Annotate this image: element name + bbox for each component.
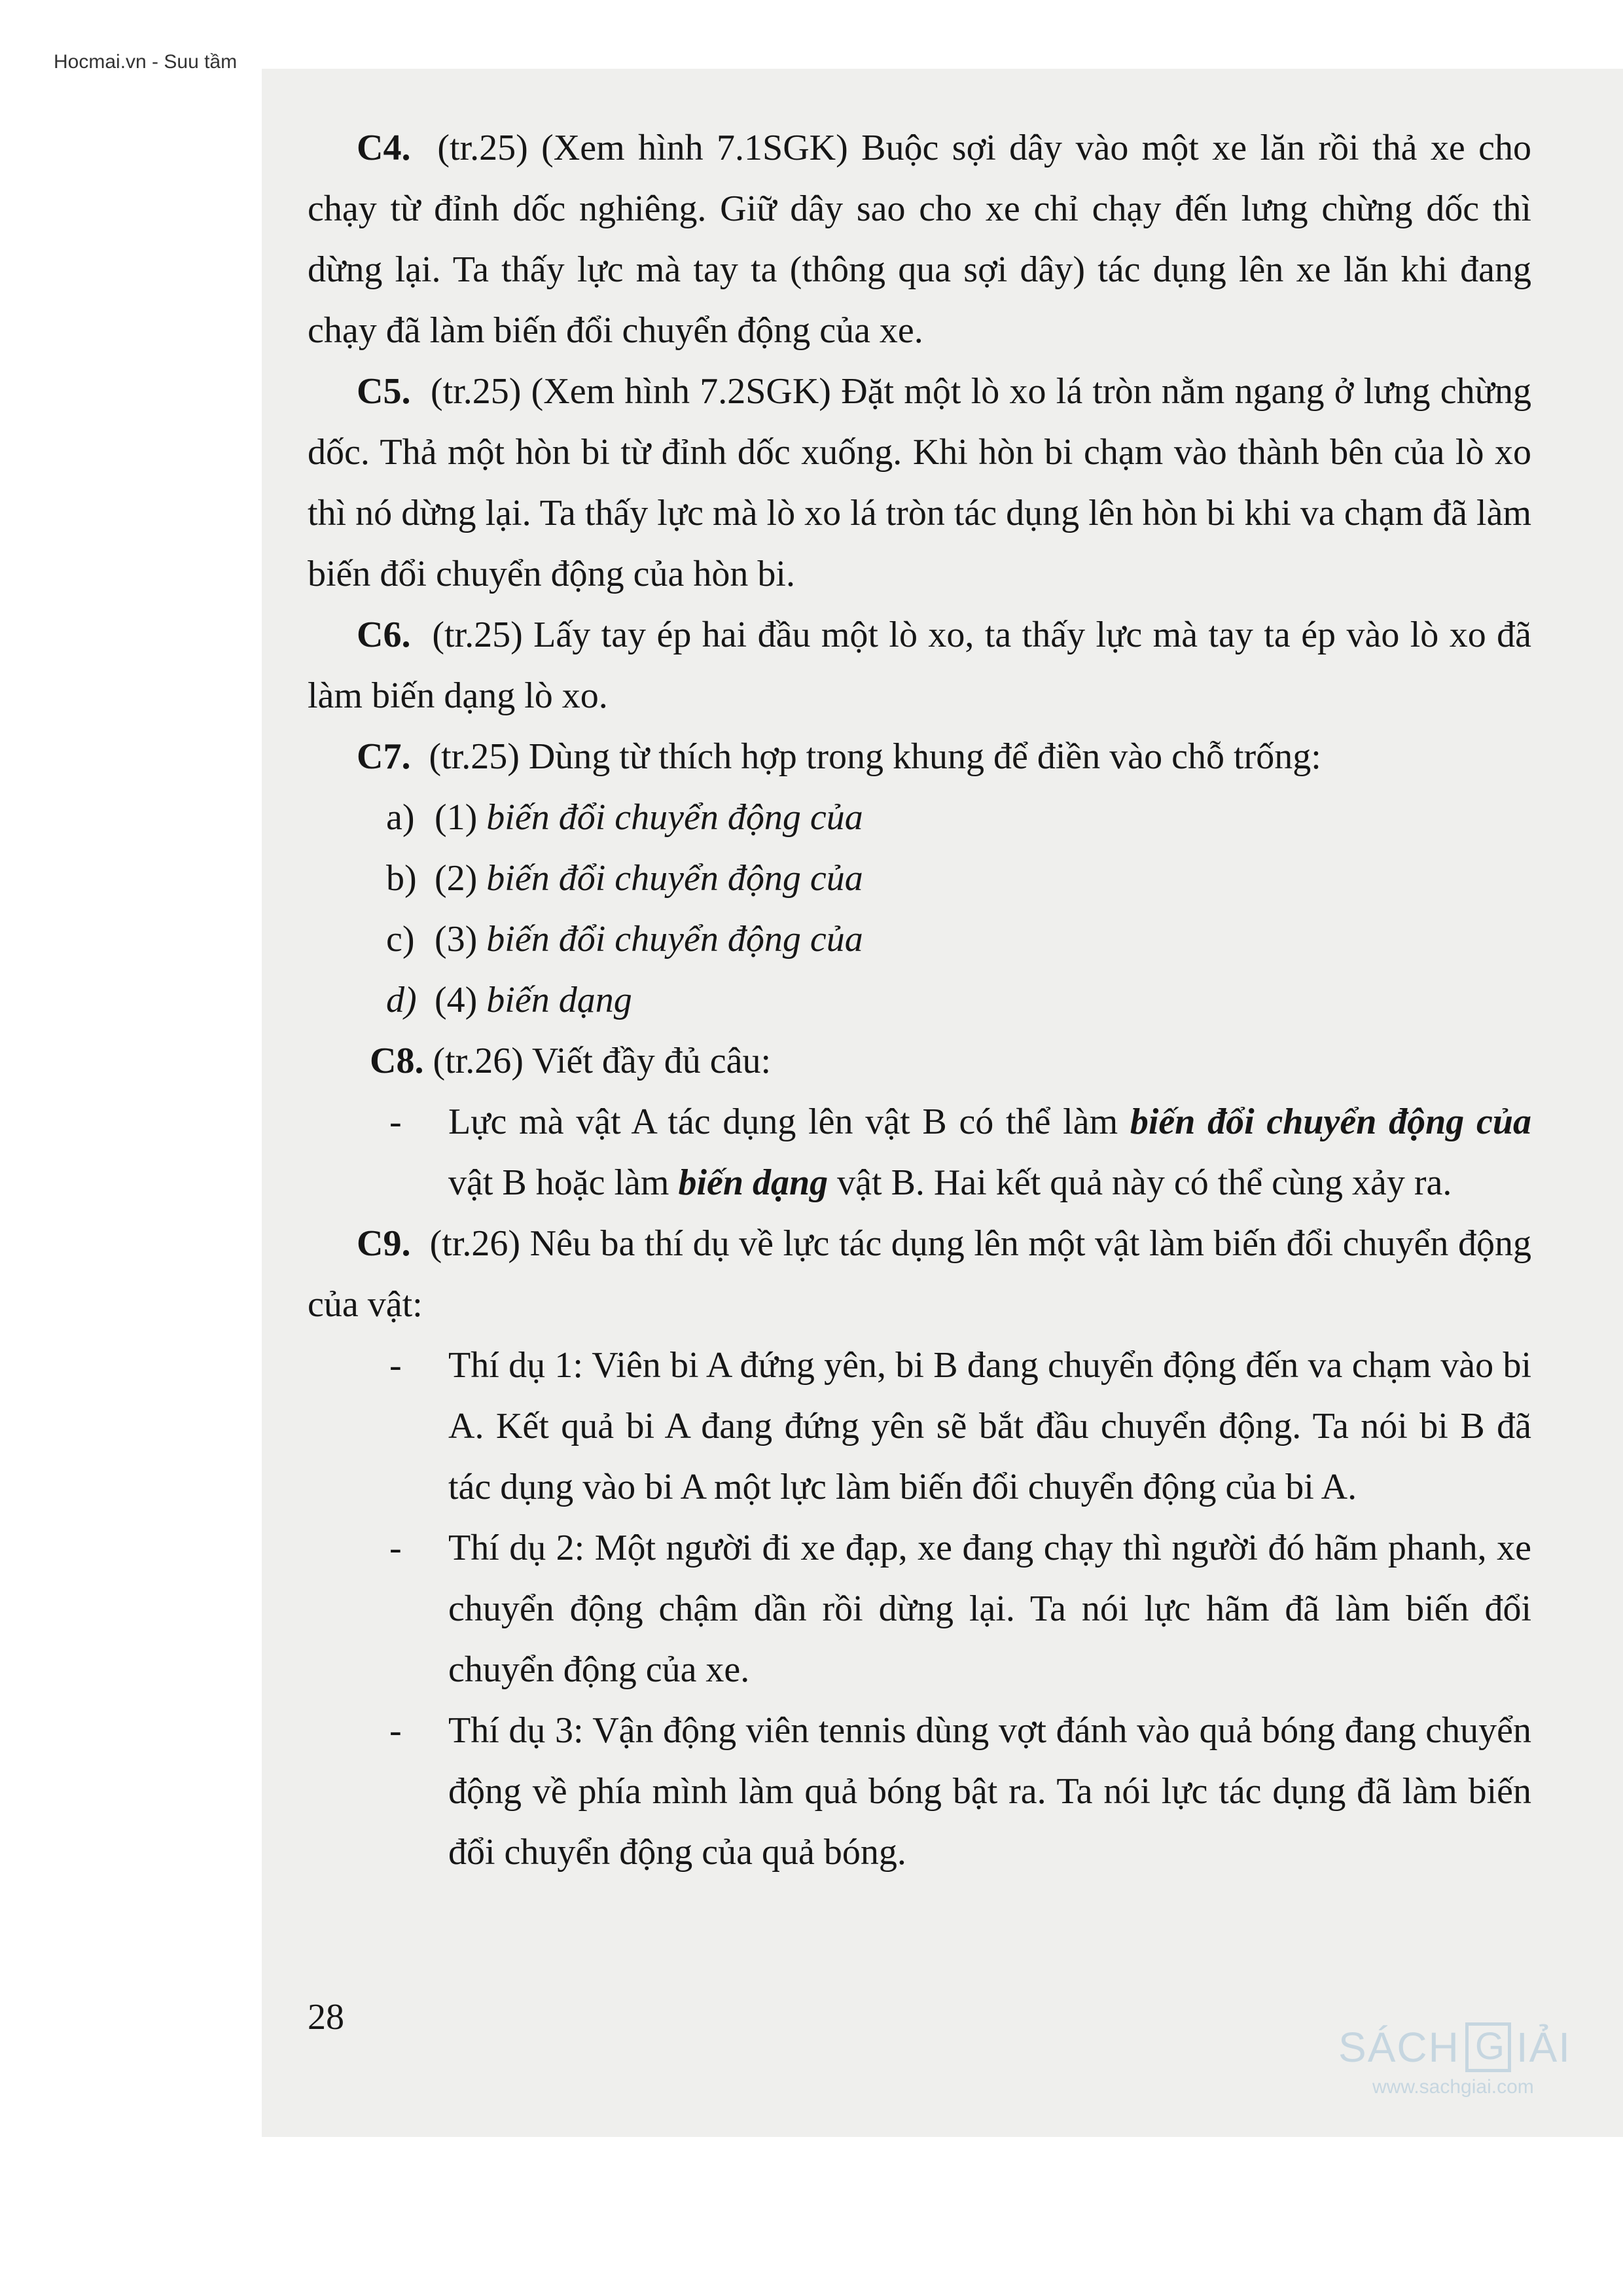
item-c6-label: C6. bbox=[357, 615, 411, 655]
c7-option-a bbox=[308, 787, 1531, 848]
item-c7 bbox=[308, 726, 1531, 787]
option-letter: b) bbox=[386, 858, 417, 899]
item-c8 bbox=[308, 1031, 1531, 1092]
c8-part2: vật B hoặc làm bbox=[448, 1162, 679, 1203]
item-c7-label: C7. bbox=[357, 736, 411, 777]
item-c5 bbox=[308, 361, 1531, 605]
item-c5-text: (tr.25) (Xem hình 7.2SGK) Đặt một lò xo lá tròn nằm ngang ở lưng chừng dốc. Thả một hòn bi từ đỉnh dốc xuống. Khi hòn bi chạm vào thành bên của lò xo thì nó dừng lại. Ta thấy lực mà lò xo lá tròn tác dụng lên hòn bi khi va chạm đã làm biến đổi chuyển động của hòn bi. bbox=[308, 371, 1531, 594]
c8-bullet bbox=[308, 1092, 1531, 1213]
item-c9-text: (tr.26) Nêu ba thí dụ về lực tác dụng lên một vật làm biến đổi chuyển động của vật: bbox=[308, 1223, 1531, 1325]
watermark-g-icon bbox=[1465, 2022, 1511, 2072]
page-number: 28 bbox=[308, 1997, 344, 2037]
source-label: Hocmai.vn - Suu tầm bbox=[54, 51, 238, 73]
c7-options-list bbox=[308, 787, 1531, 1031]
item-c6 bbox=[308, 605, 1531, 726]
c9-example-3 bbox=[308, 1700, 1531, 1883]
item-c8-label: C8. bbox=[370, 1041, 424, 1081]
example-text: Thí dụ 3: Vận động viên tennis dùng vợt đánh vào quả bóng đang chuyển động về phía mình làm quả bóng bật ra. Ta nói lực tác dụng đã làm biến đổi chuyển động của quả bóng. bbox=[448, 1710, 1531, 1873]
c8-emphasis-1: biến đổi chuyển động của bbox=[1130, 1102, 1531, 1142]
c7-option-c bbox=[308, 909, 1531, 970]
option-letter: a) bbox=[386, 797, 415, 838]
bullet-dash: - bbox=[389, 1528, 402, 1568]
page-body bbox=[308, 118, 1531, 1883]
bullet-dash: - bbox=[389, 1102, 402, 1142]
option-answer: biến đổi chuyển động của bbox=[486, 797, 863, 838]
item-c6-text: (tr.25) Lấy tay ép hai đầu một lò xo, ta thấy lực mà tay ta ép vào lò xo đã làm biến dạng lò xo. bbox=[308, 615, 1532, 716]
c7-option-b bbox=[308, 848, 1531, 909]
item-c7-text: (tr.25) Dùng từ thích hợp trong khung để điền vào chỗ trống: bbox=[429, 736, 1321, 777]
bullet-dash: - bbox=[389, 1710, 402, 1751]
option-answer: biến đổi chuyển động của bbox=[486, 858, 863, 899]
sachgiai-watermark bbox=[1338, 2022, 1607, 2121]
watermark-right: IẢI bbox=[1516, 2024, 1572, 2071]
option-answer: biến dạng bbox=[486, 980, 632, 1020]
example-text: Thí dụ 1: Viên bi A đứng yên, bi B đang chuyển động đến va chạm vào bi A. Kết quả bi A đang đứng yên sẽ bắt đầu chuyển động. Ta nói bi B đã tác dụng vào bi A một lực làm biến đổi chuyển động của bi A. bbox=[448, 1345, 1531, 1507]
watermark-url: www.sachgiai.com bbox=[1372, 2076, 1534, 2098]
c8-emphasis-2: biến dạng bbox=[678, 1162, 829, 1203]
option-number: (2) bbox=[435, 858, 478, 899]
option-letter: d) bbox=[386, 980, 417, 1020]
watermark-logo bbox=[1338, 2022, 1607, 2072]
bullet-dash: - bbox=[389, 1345, 402, 1386]
watermark-left: SÁCH bbox=[1338, 2024, 1460, 2071]
option-number: (1) bbox=[435, 797, 478, 838]
c9-example-1 bbox=[308, 1335, 1531, 1518]
c7-option-d bbox=[308, 970, 1531, 1031]
c8-part1: Lực mà vật A tác dụng lên vật B có thể làm bbox=[448, 1102, 1130, 1142]
option-letter: c) bbox=[386, 919, 415, 960]
item-c5-label: C5. bbox=[357, 371, 411, 412]
item-c8-text: (tr.26) Viết đầy đủ câu: bbox=[433, 1041, 772, 1081]
option-number: (4) bbox=[435, 980, 478, 1020]
c9-example-2 bbox=[308, 1518, 1531, 1700]
item-c4-text: (tr.25) (Xem hình 7.1SGK) Buộc sợi dây vào một xe lăn rồi thả xe cho chạy từ đỉnh dốc nghiêng. Giữ dây sao cho xe chỉ chạy đến lưng chừng dốc thì dừng lại. Ta thấy lực mà tay ta (thông qua sợi dây) tác dụng lên xe lăn khi đang chạy đã làm biến đổi chuyển động của xe. bbox=[308, 128, 1531, 351]
item-c9 bbox=[308, 1213, 1531, 1335]
item-c4-label: C4. bbox=[357, 128, 411, 168]
item-c9-label: C9. bbox=[357, 1223, 411, 1264]
c8-part3: vật B. Hai kết quả này có thể cùng xảy ra. bbox=[828, 1162, 1452, 1203]
option-answer: biến đổi chuyển động của bbox=[486, 919, 863, 960]
item-c4 bbox=[308, 118, 1531, 361]
option-number: (3) bbox=[435, 919, 478, 960]
example-text: Thí dụ 2: Một người đi xe đạp, xe đang chạy thì người đó hãm phanh, xe chuyển động chậm dần rồi dừng lại. Ta nói lực hãm đã làm biến đổi chuyển động của xe. bbox=[448, 1528, 1531, 1690]
